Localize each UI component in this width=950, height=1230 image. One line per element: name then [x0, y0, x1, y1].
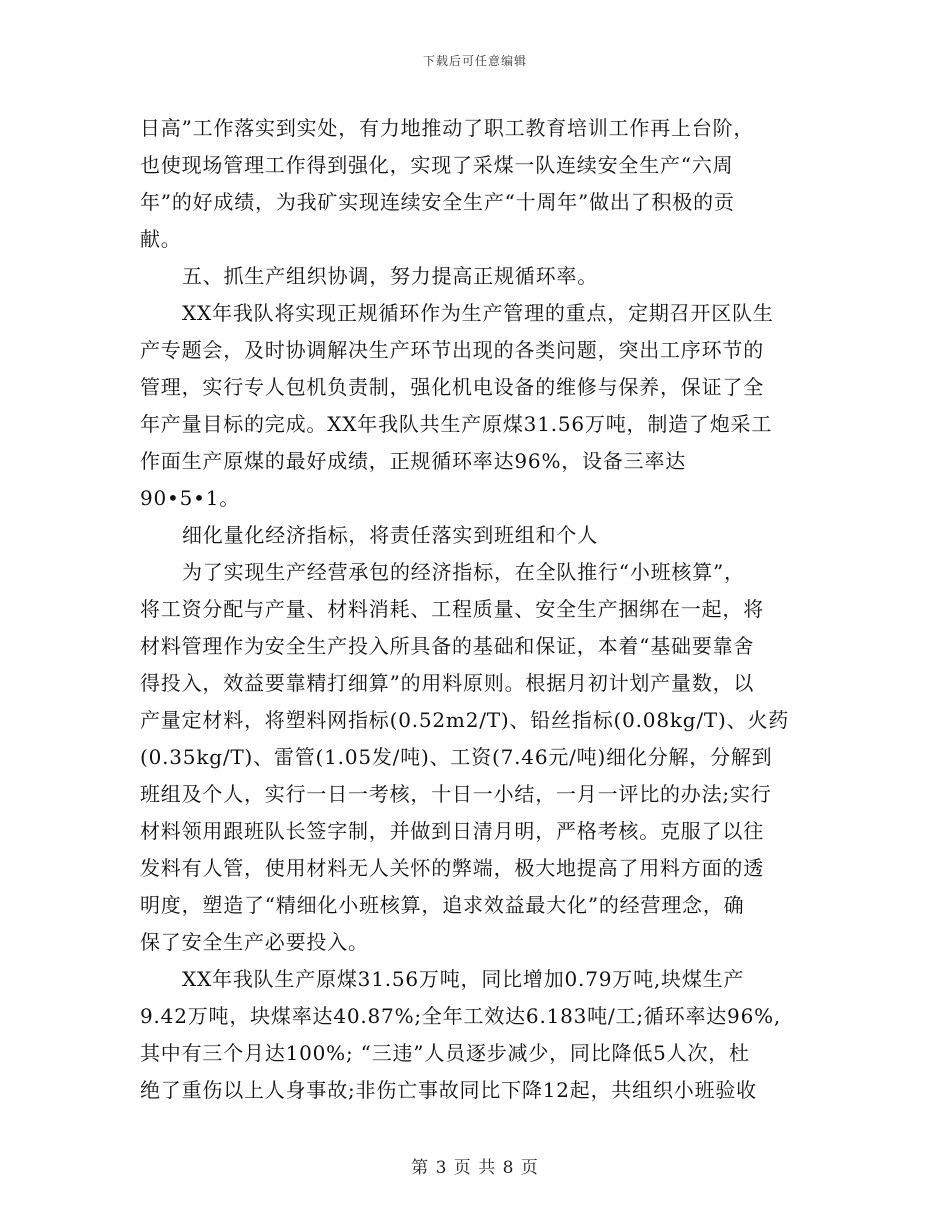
paragraph-line: 9.42万吨，块煤率达40.87%;全年工效达6.183吨/工;循环率达96%,: [140, 1004, 782, 1028]
section-heading: 五、抓生产组织协调，努力提高正规循环率。: [182, 264, 598, 288]
page-number: 第 3 页 共 8 页: [411, 1158, 539, 1178]
paragraph-line: 产量定材料，将塑料网指标(0.52m2/T)、铅丝指标(0.08kg/T)、火药: [140, 708, 790, 732]
paragraph-line: XX年我队将实现正规循环作为生产管理的重点，定期召开区队生: [182, 301, 774, 325]
paragraph-line: 材料管理作为安全生产投入所具备的基础和保证，本着“基础要靠舍: [140, 634, 755, 658]
paragraph-line: 绝了重伤以上人身事故;非伤亡事故同比下降12起，共组织小班验收: [140, 1078, 757, 1102]
paragraph-line: 保了安全生产必要投入。: [140, 930, 369, 954]
paragraph-line: 献。: [140, 227, 182, 251]
paragraph-line: 为了实现生产经营承包的经济指标，在全队推行“小班核算”，: [182, 560, 745, 584]
paragraph-line: 发料有人管，使用材料无人关怀的弊端，极大地提高了用料方面的透: [140, 856, 764, 880]
document-body: [140, 110, 805, 1109]
paragraph-line: 作面生产原煤的最好成绩，正规循环率达96%，设备三率达: [140, 449, 687, 473]
paragraph-line: XX年我队生产原煤31.56万吨，同比增加0.79万吨,块煤生产: [182, 967, 745, 991]
paragraph-line: 产专题会，及时协调解决生产环节出现的各类问题，突出工序环节的: [140, 338, 764, 362]
paragraph-line: 年”的好成绩，为我矿实现连续安全生产“十周年”做出了积极的贡: [140, 190, 735, 214]
paragraph-line: 得投入，效益要靠精打细算”的用料原则。根据月初计划产量数，以: [140, 671, 755, 695]
paragraph-line: 其中有三个月达100%; “三违”人员逐步减少，同比降低5人次，杜: [140, 1041, 750, 1065]
paragraph-line: 班组及个人，实行一日一考核，十日一小结，一月一评比的办法;实行: [140, 782, 772, 806]
paragraph-line: 日高”工作落实到实处，有力地推动了职工教育培训工作再上台阶，: [140, 116, 755, 140]
paragraph-line: 材料领用跟班队长签字制，并做到日清月明，严格考核。克服了以往: [140, 819, 764, 843]
paragraph-line: 明度，塑造了“精细化小班核算，追求效益最大化”的经营理念，确: [140, 893, 745, 917]
paragraph-line: 年产量目标的完成。XX年我队共生产原煤31.56万吨，制造了炮采工: [140, 412, 773, 436]
page-header: 下载后可任意编辑: [422, 54, 527, 68]
paragraph-line: (0.35kg/T)、雷管(1.05发/吨)、工资(7.46元/吨)细化分解，分解到: [140, 745, 773, 769]
paragraph-line: 90•5•1。: [140, 486, 241, 510]
paragraph-line: 管理，实行专人包机负责制，强化机电设备的维修与保养，保证了全: [140, 375, 764, 399]
paragraph-line: 将工资分配与产量、材料消耗、工程质量、安全生产捆绑在一起，将: [140, 597, 764, 621]
paragraph-line: 也使现场管理工作得到强化，实现了采煤一队连续安全生产“六周: [140, 153, 734, 177]
section-heading: 细化量化经济指标，将责任落实到班组和个人: [182, 523, 598, 547]
